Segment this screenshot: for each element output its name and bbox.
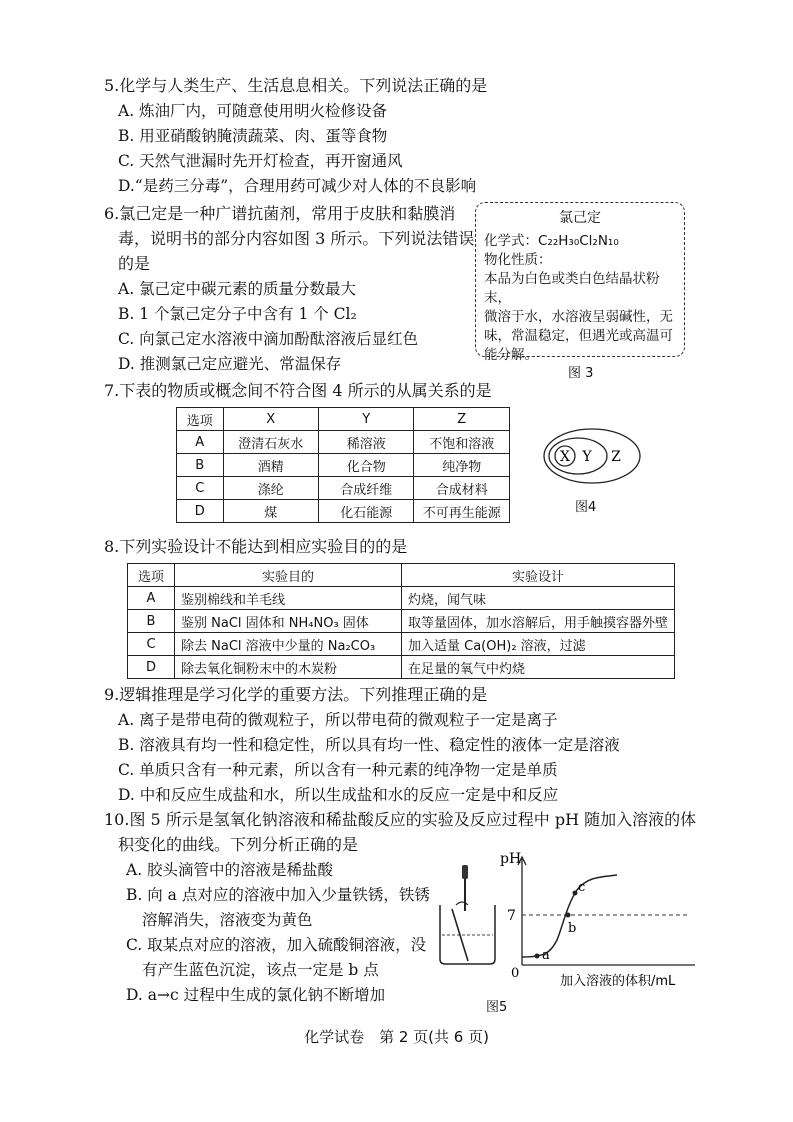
table-header: Z bbox=[414, 408, 510, 431]
point-c bbox=[573, 891, 578, 896]
table-cell: 稀溶液 bbox=[318, 431, 413, 454]
label-z: Z bbox=[611, 449, 621, 465]
q9-option-a: A. 离子是带电荷的微观粒子，所以带电荷的微观粒子一定是离子 bbox=[118, 711, 558, 729]
q8-stem: 8.下列实验设计不能达到相应实验目的的是 bbox=[104, 537, 408, 556]
q10-option-b: B. 向 a 点对应的溶液中加入少量铁锈，铁锈 bbox=[126, 886, 430, 904]
table-header: 实验设计 bbox=[402, 564, 675, 587]
table-cell: 煤 bbox=[223, 500, 318, 523]
table-cell: B bbox=[128, 610, 175, 633]
property-label: 物化性质： bbox=[484, 252, 552, 268]
set-inclusion-diagram bbox=[540, 425, 650, 490]
table-cell: 在足量的氧气中灼烧 bbox=[402, 656, 675, 679]
q10-option-c: C. 取某点对应的溶液，加入硫酸铜溶液，没 bbox=[126, 936, 427, 954]
point-b bbox=[566, 913, 571, 918]
point-a bbox=[535, 954, 540, 959]
table-row bbox=[177, 477, 510, 500]
table-cell: 化合物 bbox=[318, 454, 413, 477]
table-cell: 不饱和溶液 bbox=[414, 431, 510, 454]
figure5-caption: 图5 bbox=[486, 1000, 508, 1015]
table-cell: 加入适量 Ca(OH)₂ 溶液，过滤 bbox=[402, 633, 675, 656]
q10-option-d: D. a→c 过程中生成的氯化钠不断增加 bbox=[126, 986, 386, 1004]
ph7-label: 7 bbox=[507, 908, 516, 924]
table-row bbox=[128, 633, 675, 656]
table-cell: 除去 NaCl 溶液中少量的 Na₂CO₃ bbox=[175, 633, 402, 656]
table-row bbox=[177, 454, 510, 477]
q6-stem-line3: 的是 bbox=[118, 254, 151, 273]
ph-curve-chart bbox=[495, 845, 715, 990]
table-row bbox=[128, 610, 675, 633]
q9-option-b: B. 溶液具有均一性和稳定性，所以具有均一性、稳定性的液体一定是溶液 bbox=[118, 736, 620, 754]
figure3-caption: 图 3 bbox=[568, 366, 594, 381]
page-footer: 化学试卷 第 2 页(共 6 页) bbox=[304, 1028, 489, 1046]
point-b-label: b bbox=[568, 921, 577, 936]
ellipse-y bbox=[549, 438, 607, 474]
table-cell: 纯净物 bbox=[414, 454, 510, 477]
table-cell: 合成材料 bbox=[414, 477, 510, 500]
formula-label: 化学式： bbox=[484, 233, 538, 249]
table-row bbox=[128, 656, 675, 679]
table-header: Y bbox=[318, 408, 413, 431]
label-y: Y bbox=[582, 449, 592, 465]
table-cell: D bbox=[128, 656, 175, 679]
table-cell: 灼烧，闻气味 bbox=[402, 587, 675, 610]
q10-option-b-cont: 溶解消失，溶液变为黄色 bbox=[142, 911, 313, 929]
q10-stem-line1: 10.图 5 所示是氢氧化钠溶液和稀盐酸反应的实验及反应过程中 pH 随加入溶液的体 bbox=[104, 810, 697, 829]
point-c-label: c bbox=[578, 880, 586, 895]
table-cell: C bbox=[177, 477, 224, 500]
table-cell: 化石能源 bbox=[318, 500, 413, 523]
table-row bbox=[177, 500, 510, 523]
table-header: 选项 bbox=[128, 564, 175, 587]
table-cell: A bbox=[128, 587, 175, 610]
ellipse-z bbox=[544, 429, 640, 483]
property-line: 本品为白色或类白色结晶状粉末， bbox=[484, 271, 660, 306]
table-header-row bbox=[177, 408, 510, 431]
property-line: 微溶于水，水溶液呈弱碱性，无 bbox=[484, 309, 673, 325]
table-cell: 取等量固体，加水溶解后，用手触摸容器外壁 bbox=[402, 610, 675, 633]
property-line: 能分解。 bbox=[484, 347, 538, 363]
q9-option-d: D. 中和反应生成盐和水，所以生成盐和水的反应一定是中和反应 bbox=[118, 786, 559, 804]
dropper-bulb bbox=[462, 865, 468, 879]
q6-option-b: B. 1 个氯己定分子中含有 1 个 Cl₂ bbox=[118, 305, 357, 323]
table-cell: B bbox=[177, 454, 224, 477]
table-cell: 鉴别棉线和羊毛线 bbox=[175, 587, 402, 610]
table-header: 实验目的 bbox=[175, 564, 402, 587]
figure4-caption: 图4 bbox=[575, 500, 597, 515]
q6-stem-line1: 6.氯己定是一种广谱抗菌剂，常用于皮肤和黏膜消 bbox=[104, 204, 456, 223]
q7-table bbox=[176, 407, 510, 523]
q5-stem: 5.化学与人类生产、生活息息相关。下列说法正确的是 bbox=[104, 76, 488, 95]
table-header-row bbox=[128, 564, 675, 587]
q6-stem-line2: 毒，说明书的部分内容如图 3 所示。下列说法错误 bbox=[118, 229, 475, 248]
formula-row bbox=[484, 232, 676, 251]
table-header: 选项 bbox=[177, 408, 224, 431]
table-cell: 鉴别 NaCl 固体和 NH₄NO₃ 固体 bbox=[175, 610, 402, 633]
label-x: X bbox=[560, 449, 570, 465]
beaker-dropper-illustration bbox=[428, 865, 503, 970]
x-axis-label: 加入溶液的体积/mL bbox=[560, 974, 676, 989]
q6-option-d: D. 推测氯己定应避光、常温保存 bbox=[118, 355, 342, 373]
table-cell: 合成纤维 bbox=[318, 477, 413, 500]
formula-value: C₂₂H₃₀Cl₂N₁₀ bbox=[538, 233, 619, 249]
property-line: 味，常温稳定，但遇光或高温可 bbox=[484, 328, 673, 344]
y-axis-label: pH bbox=[500, 851, 522, 867]
table-cell: 澄清石灰水 bbox=[223, 431, 318, 454]
table-cell: 涤纶 bbox=[223, 477, 318, 500]
q5-option-b: B. 用亚硝酸钠腌渍蔬菜、肉、蛋等食物 bbox=[118, 127, 388, 145]
q10-option-c-cont: 有产生蓝色沉淀，该点一定是 b 点 bbox=[142, 961, 379, 979]
q6-option-c: C. 向氯己定水溶液中滴加酚酞溶液后显红色 bbox=[118, 330, 419, 348]
table-row bbox=[128, 587, 675, 610]
point-a-label: a bbox=[542, 948, 550, 963]
table-header: X bbox=[223, 408, 318, 431]
table-cell: D bbox=[177, 500, 224, 523]
drug-info-title: 氯己定 bbox=[559, 210, 601, 226]
table-cell: C bbox=[128, 633, 175, 656]
q5-option-d: D.“是药三分毒”，合理用药可减少对人体的不良影响 bbox=[118, 177, 477, 195]
q7-stem: 7.下表的物质或概念间不符合图 4 所示的从属关系的是 bbox=[104, 381, 492, 400]
table-cell: 不可再生能源 bbox=[414, 500, 510, 523]
q5-option-c: C. 天然气泄漏时先开灯检查，再开窗通风 bbox=[118, 152, 403, 170]
drug-info-box bbox=[475, 202, 685, 363]
table-row bbox=[177, 431, 510, 454]
table-cell: 酒精 bbox=[223, 454, 318, 477]
origin-label: 0 bbox=[511, 966, 520, 981]
q9-option-c: C. 单质只含有一种元素，所以含有一种元素的纯净物一定是单质 bbox=[118, 761, 558, 779]
stir-arrow-icon bbox=[456, 902, 468, 905]
table-cell: A bbox=[177, 431, 224, 454]
q6-option-a: A. 氯己定中碳元素的质量分数最大 bbox=[118, 280, 357, 298]
q10-stem-line2: 积变化的曲线。下列分析正确的是 bbox=[118, 835, 359, 854]
table-cell: 除去氧化铜粉末中的木炭粉 bbox=[175, 656, 402, 679]
q8-table bbox=[127, 563, 675, 679]
q9-stem: 9.逻辑推理是学习化学的重要方法。下列推理正确的是 bbox=[104, 685, 488, 704]
q10-option-a: A. 胶头滴管中的溶液是稀盐酸 bbox=[126, 861, 334, 879]
q5-option-a: A. 炼油厂内，可随意使用明火检修设备 bbox=[118, 102, 388, 120]
